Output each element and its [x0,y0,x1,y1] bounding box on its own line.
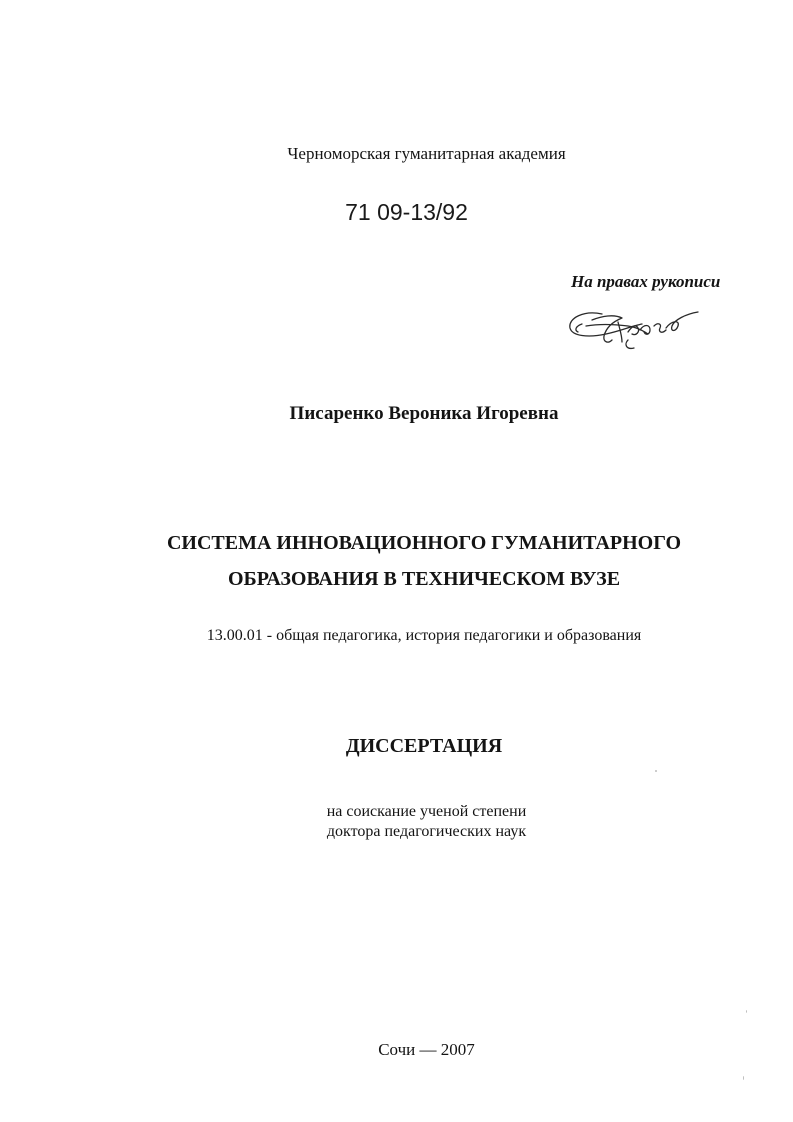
dissertation-title-line-1: СИСТЕМА ИННОВАЦИОННОГО ГУМАНИТАРНОГО [166,532,682,554]
degree-line-1: на соискание ученой степени [326,803,527,820]
scan-speck [746,1010,747,1013]
manuscript-rights-note: На правах рукописи [571,272,721,291]
place-and-year: Сочи — 2007 [378,1040,475,1059]
registration-stamp-number: 71 09-13/92 [345,199,468,225]
specialty-code: 13.00.01 - общая педагогика, история педагогики и образования [206,627,642,644]
scan-speck [655,770,657,772]
institution-name: Черноморская гуманитарная академия [287,144,566,163]
dissertation-title-line-2: ОБРАЗОВАНИЯ В ТЕХНИЧЕСКОМ ВУЗЕ [227,568,621,590]
author-name: Писаренко Вероника Игоревна [289,403,559,424]
signature-icon [562,296,712,358]
scan-speck [743,1076,744,1080]
document-type-heading: ДИССЕРТАЦИЯ [345,735,503,757]
degree-line-2: доктора педагогических наук [326,823,527,840]
